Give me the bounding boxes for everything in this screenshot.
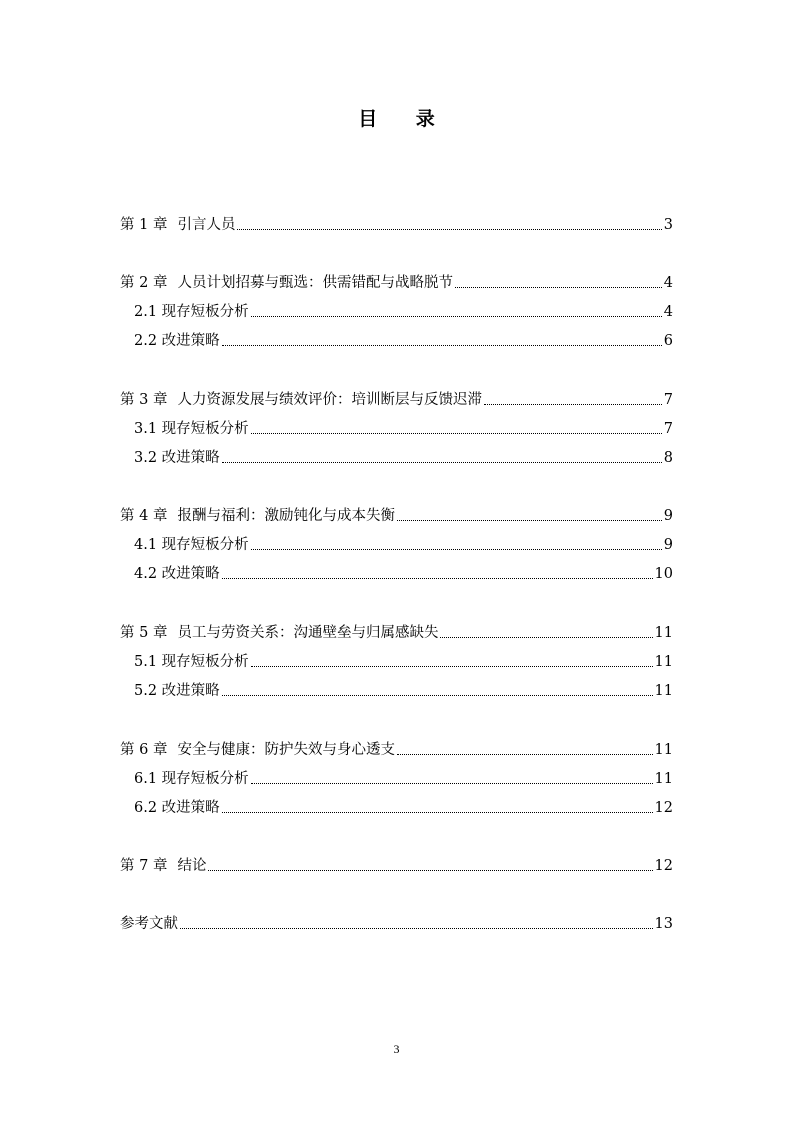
page-number: 7 (663, 421, 673, 437)
dot-leader (397, 520, 662, 521)
entry-title: 安全与健康：防护失效与身心透支 (177, 742, 395, 758)
toc-title: 目 录 (358, 108, 451, 130)
toc-subentry[interactable] (134, 532, 673, 554)
entry-title: 参考文献 (120, 916, 178, 932)
dot-leader (222, 695, 653, 696)
page-number: 7 (663, 392, 673, 408)
dot-leader (251, 549, 662, 550)
page-number: 4 (663, 304, 673, 320)
entry-title: 5.1 现存短板分析 (134, 654, 249, 670)
dot-leader (180, 928, 653, 929)
page-number: 11 (654, 683, 673, 699)
toc-subentry[interactable] (134, 328, 673, 350)
chapter-number: 第 6 章 (120, 742, 168, 758)
entry-title: 3.1 现存短板分析 (134, 421, 249, 437)
toc-subentry[interactable] (134, 649, 673, 671)
page-number: 11 (654, 654, 673, 670)
toc-entry-references[interactable] (120, 911, 673, 933)
dot-leader (222, 578, 653, 579)
entry-title: 6.1 现存短板分析 (134, 771, 249, 787)
chapter-number: 第 2 章 (120, 275, 168, 291)
page-number: 11 (654, 742, 673, 758)
chapter-number: 第 5 章 (120, 625, 168, 641)
page-number: 3 (663, 217, 673, 233)
dot-leader (440, 637, 652, 638)
dot-leader (222, 462, 662, 463)
toc-entry[interactable] (120, 853, 673, 875)
toc-subentry[interactable] (134, 416, 673, 438)
dot-leader (222, 812, 653, 813)
page-number: 8 (663, 450, 673, 466)
dot-leader (251, 666, 653, 667)
toc-subentry[interactable] (134, 678, 673, 700)
chapter-number: 第 4 章 (120, 508, 168, 524)
page-number: 9 (663, 508, 673, 524)
toc-subentry[interactable] (134, 766, 673, 788)
page-number: 12 (654, 800, 673, 816)
page-number: 12 (654, 858, 673, 874)
toc-entry[interactable] (120, 737, 673, 759)
entry-title: 3.2 改进策略 (134, 450, 220, 466)
toc-entry[interactable] (120, 620, 673, 642)
dot-leader (484, 404, 662, 405)
toc-entry[interactable] (120, 503, 673, 525)
entry-title: 5.2 改进策略 (134, 683, 220, 699)
entry-title: 6.2 改进策略 (134, 800, 220, 816)
toc-subentry[interactable] (134, 445, 673, 467)
entry-title: 2.2 改进策略 (134, 333, 220, 349)
toc-entry[interactable] (120, 387, 673, 409)
page-number: 11 (654, 625, 673, 641)
page-number: 11 (654, 771, 673, 787)
chapter-number: 第 3 章 (120, 392, 168, 408)
dot-leader (455, 287, 662, 288)
footer-page-number: 3 (393, 1042, 400, 1056)
entry-title: 结论 (177, 858, 207, 874)
dot-leader (251, 783, 653, 784)
dot-leader (222, 345, 662, 346)
page-number: 4 (663, 275, 673, 291)
chapter-number: 第 7 章 (120, 858, 168, 874)
dot-leader (237, 229, 661, 230)
dot-leader (251, 316, 662, 317)
page-number: 6 (663, 333, 673, 349)
entry-title: 人力资源发展与绩效评价：培训断层与反馈迟滞 (177, 392, 482, 408)
page-number: 13 (654, 916, 673, 932)
toc-subentry[interactable] (134, 795, 673, 817)
dot-leader (208, 870, 652, 871)
entry-title: 报酬与福利：激励钝化与成本失衡 (177, 508, 395, 524)
entry-title: 引言人员 (177, 217, 236, 233)
entry-title: 4.2 改进策略 (134, 566, 220, 582)
chapter-number: 第 1 章 (120, 217, 168, 233)
dot-leader (397, 754, 653, 755)
entry-title: 2.1 现存短板分析 (134, 304, 249, 320)
toc-subentry[interactable] (134, 561, 673, 583)
toc-entry[interactable] (120, 212, 673, 234)
toc-entry[interactable] (120, 270, 673, 292)
toc-subentry[interactable] (134, 299, 673, 321)
dot-leader (251, 433, 662, 434)
entry-title: 人员计划招募与甄选：供需错配与战略脱节 (177, 275, 453, 291)
page-number: 10 (654, 566, 673, 582)
page-number: 9 (663, 537, 673, 553)
entry-title: 员工与劳资关系：沟通壁垒与归属感缺失 (177, 625, 439, 641)
entry-title: 4.1 现存短板分析 (134, 537, 249, 553)
